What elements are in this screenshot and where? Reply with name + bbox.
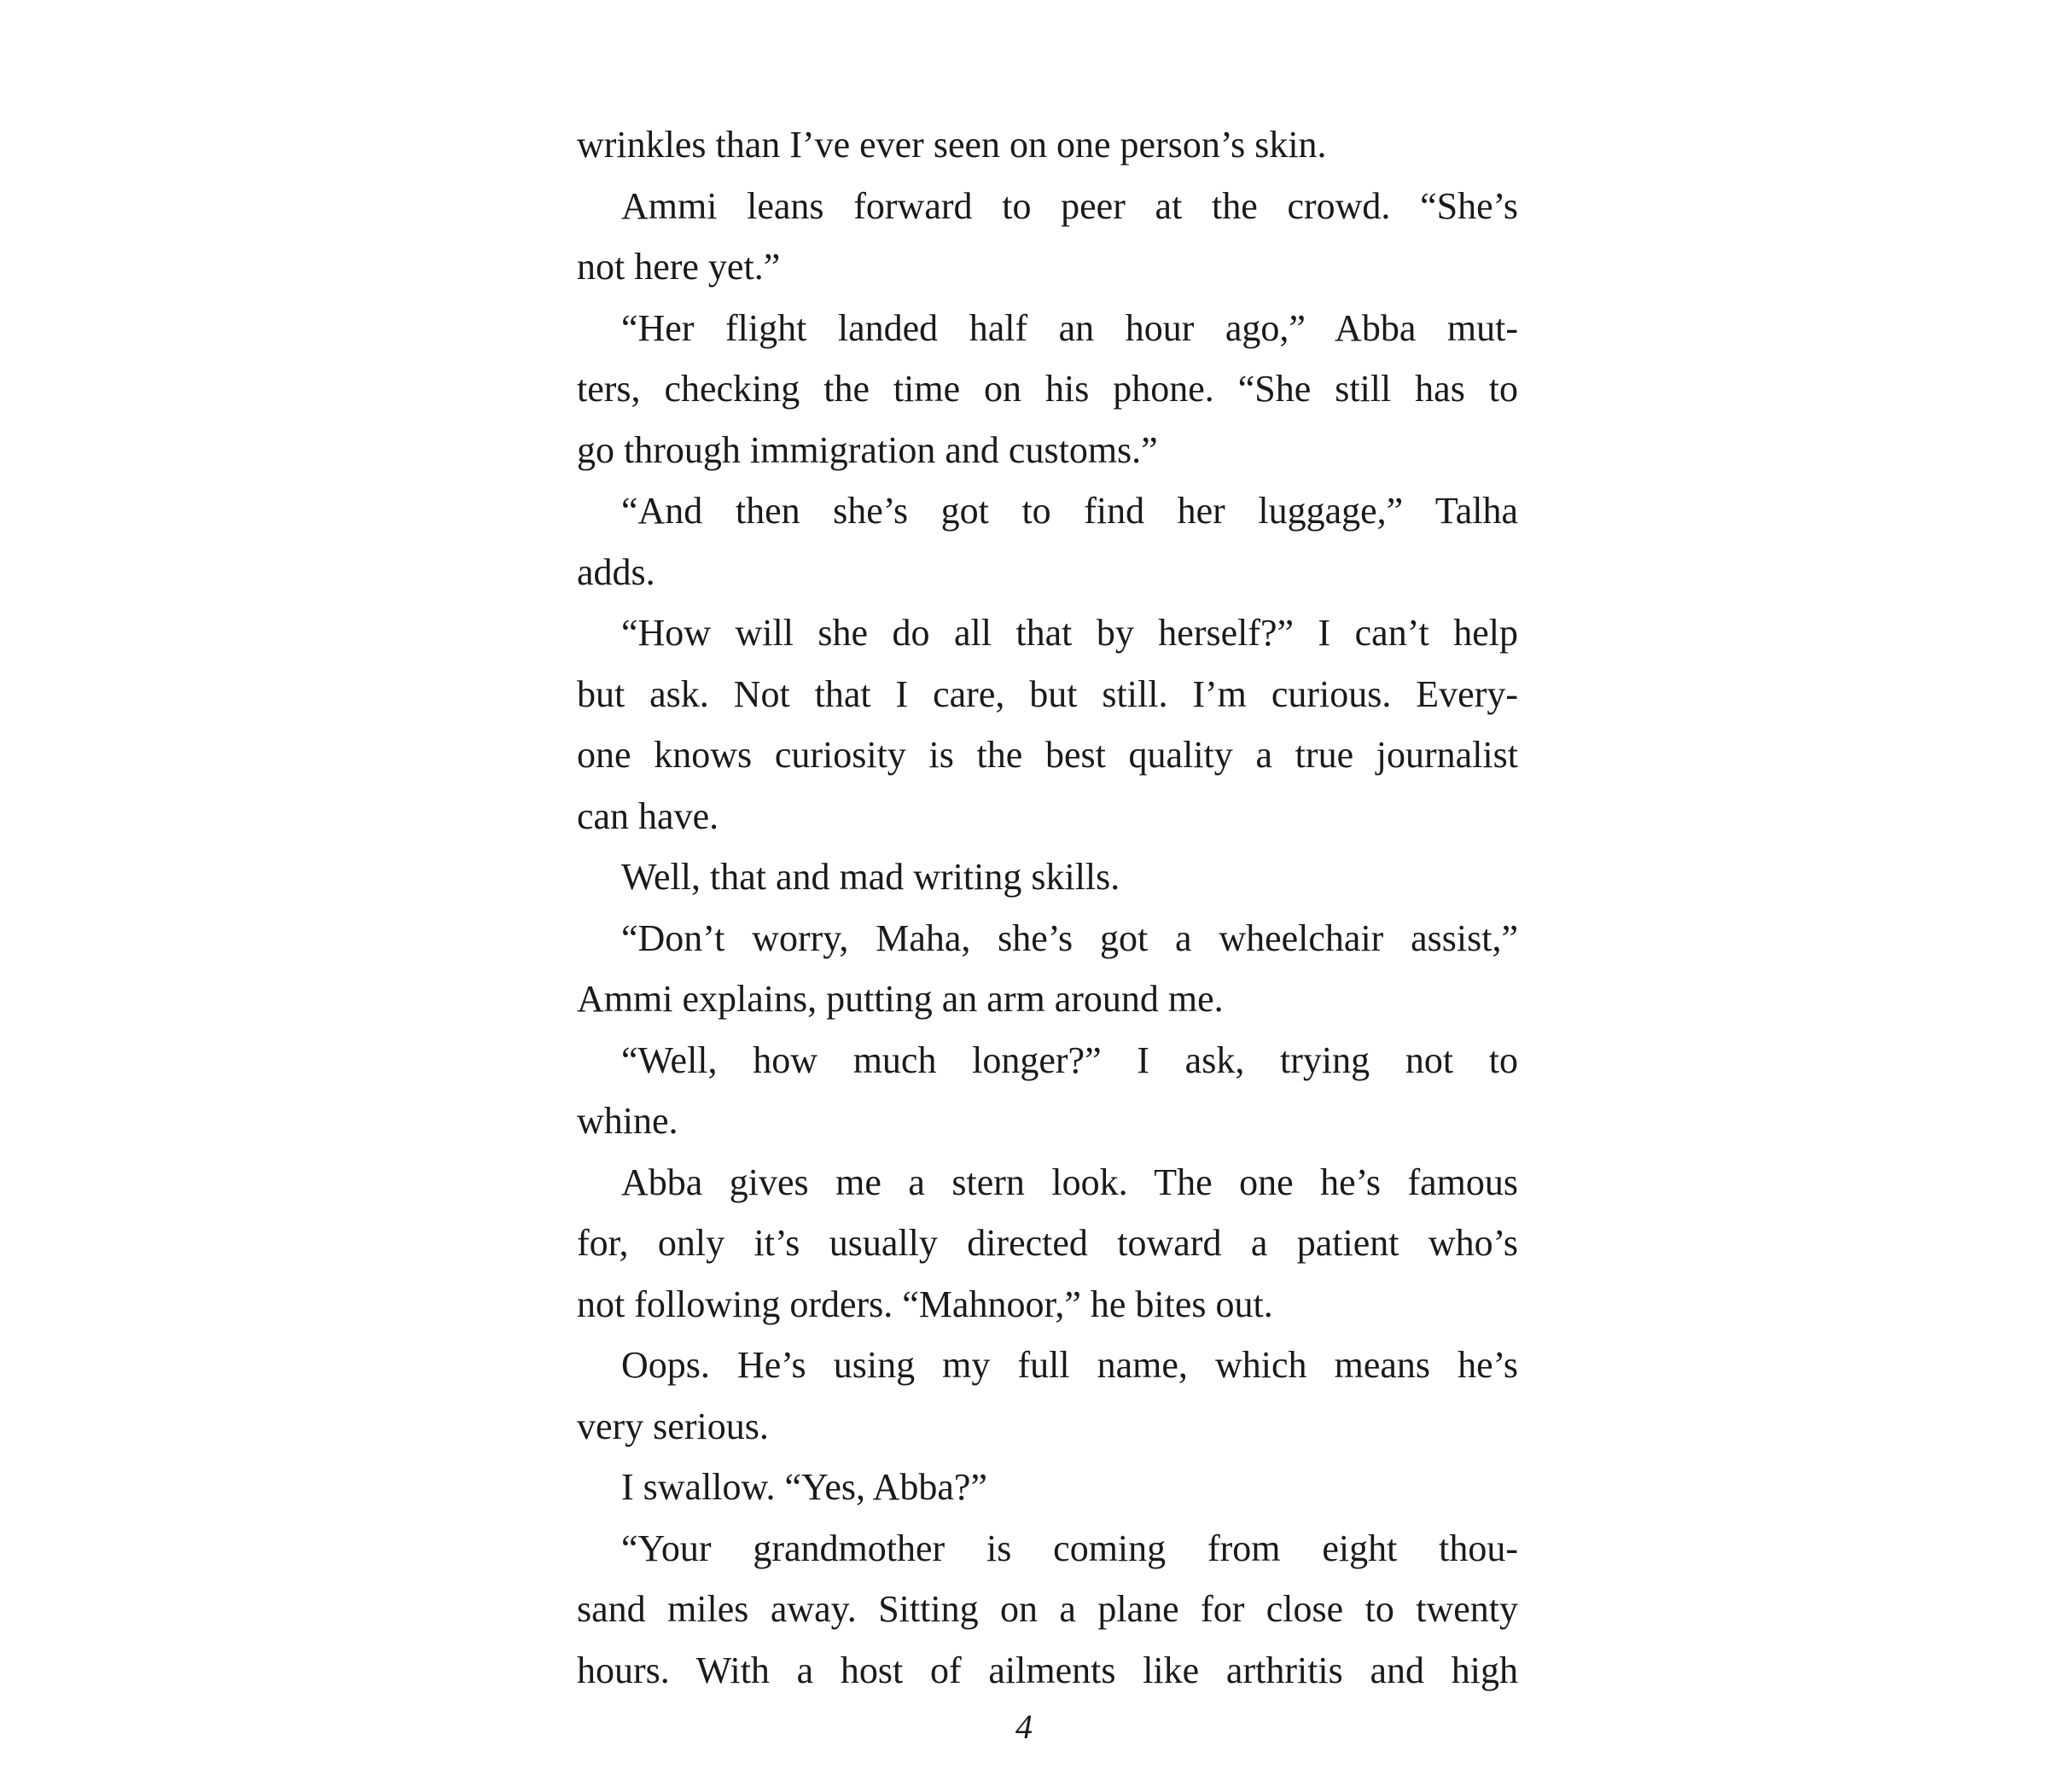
text-line: Ammi leans forward to peer at the crowd. “She’s bbox=[621, 184, 1518, 227]
body-text bbox=[577, 114, 1518, 1701]
text-line: “Well, how much longer?” I ask, trying not to bbox=[621, 1039, 1518, 1081]
text-line: adds. bbox=[577, 550, 655, 593]
text-line: I swallow. “Yes, Abba?” bbox=[621, 1466, 987, 1508]
text-line: Ammi explains, putting an arm around me. bbox=[577, 978, 1224, 1020]
text-line: go through immigration and customs.” bbox=[577, 428, 1158, 471]
text-line: Oops. He’s using my full name, which means he’s bbox=[621, 1344, 1518, 1386]
page-number: 4 bbox=[1015, 1708, 1033, 1746]
text-line: sand miles away. Sitting on a plane for close to twenty bbox=[577, 1588, 1518, 1630]
text-line: not following orders. “Mahnoor,” he bites out. bbox=[577, 1283, 1273, 1325]
text-line: “How will she do all that by herself?” I can’t help bbox=[621, 612, 1518, 654]
text-line: but ask. Not that I care, but still. I’m curious. Every- bbox=[577, 672, 1518, 715]
text-line: Well, that and mad writing skills. bbox=[621, 856, 1120, 898]
text-line: not here yet.” bbox=[577, 246, 781, 288]
text-line: “Her flight landed half an hour ago,” Abba mut- bbox=[621, 306, 1518, 349]
text-line: “Don’t worry, Maha, she’s got a wheelchair assist,” bbox=[621, 916, 1518, 959]
text-line: wrinkles than I’ve ever seen on one person’s skin. bbox=[577, 124, 1327, 166]
text-line: hours. With a host of ailments like arthritis and high bbox=[577, 1649, 1518, 1691]
text-line: ters, checking the time on his phone. “She still has to bbox=[577, 368, 1518, 410]
text-line: one knows curiosity is the best quality a true journalist bbox=[577, 734, 1518, 776]
text-line: can have. bbox=[577, 794, 719, 837]
text-line: for, only it’s usually directed toward a patient who’s bbox=[577, 1222, 1518, 1264]
text-line: “Your grandmother is coming from eight thou- bbox=[621, 1527, 1518, 1569]
text-line: whine. bbox=[577, 1100, 678, 1142]
text-line: very serious. bbox=[577, 1405, 769, 1447]
text-line: Abba gives me a stern look. The one he’s famous bbox=[621, 1161, 1518, 1203]
text-line: “And then she’s got to find her luggage,” Talha bbox=[621, 490, 1518, 532]
